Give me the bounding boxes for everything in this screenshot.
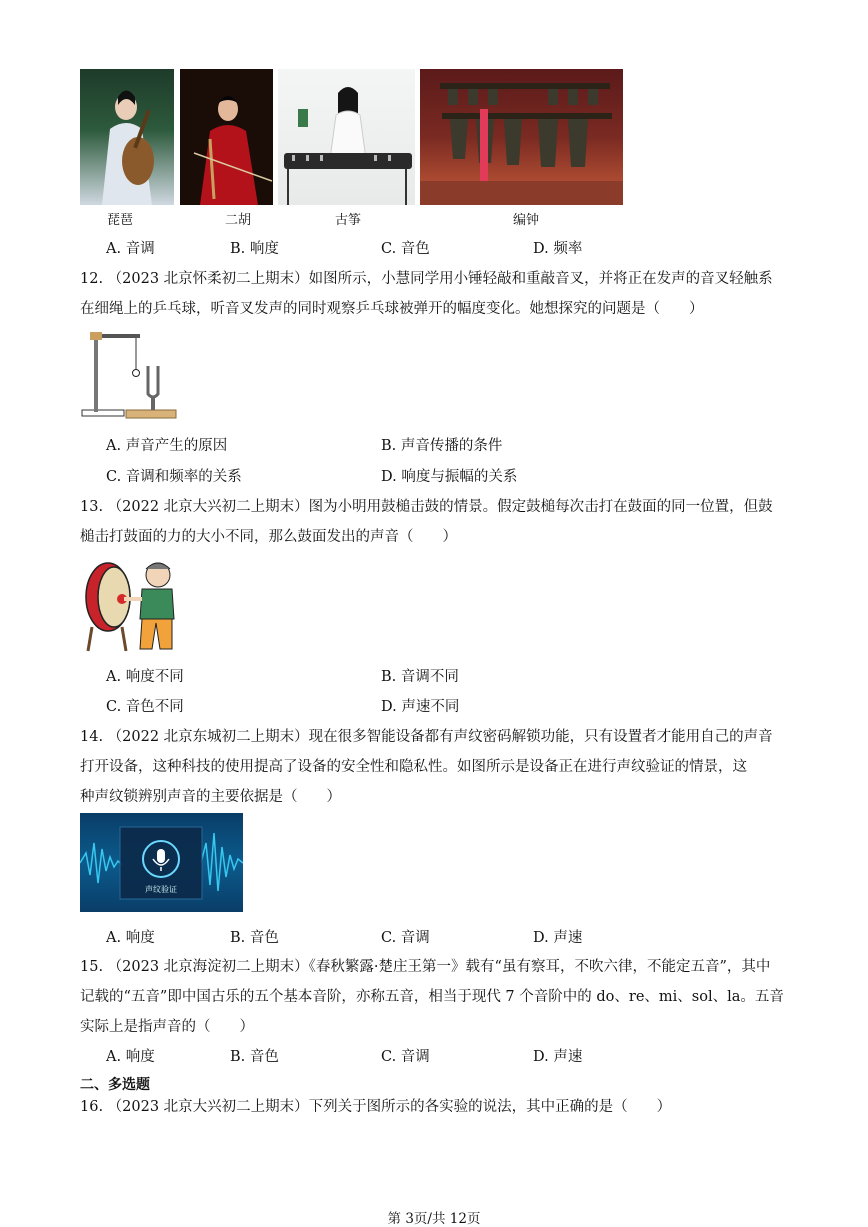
q15-option-c[interactable]: C. 音调 <box>381 1049 430 1065</box>
q12-stem-line2: 在细绳上的乒乓球，听音叉发声的同时观察乒乓球被弹开的幅度变化。她想探究的问题是（ ） <box>80 301 704 317</box>
q15-option-d[interactable]: D. 声速 <box>533 1049 583 1065</box>
q14-option-d[interactable]: D. 声速 <box>533 930 583 946</box>
caption-pipa: 琵琶 <box>106 213 133 228</box>
q15-stem-line1: 15. （2023 北京海淀初二上期末）《春秋繁露·楚庄王第一》载有“虽有察耳，不吹六律，不能定五音”，其中 <box>80 959 771 975</box>
q11-option-c[interactable]: C. 音色 <box>381 241 430 257</box>
q13-option-c[interactable]: C. 音色不同 <box>106 699 184 715</box>
voiceprint-figure <box>80 813 243 912</box>
q15-stem-line3: 实际上是指声音的（ ） <box>80 1019 254 1035</box>
tuning-fork-figure <box>80 326 180 422</box>
pipa-photo <box>80 69 174 205</box>
q11-option-a[interactable]: A. 音调 <box>106 241 155 257</box>
q12-option-a[interactable]: A. 声音产生的原因 <box>106 438 228 454</box>
q13-option-d[interactable]: D. 声速不同 <box>381 699 460 715</box>
section-multiple-choice-heading: 二、多选题 <box>80 1077 150 1093</box>
caption-guzheng: 古筝 <box>334 213 361 228</box>
q14-option-a[interactable]: A. 响度 <box>106 930 155 946</box>
q14-option-c[interactable]: C. 音调 <box>381 930 430 946</box>
q11-option-d[interactable]: D. 频率 <box>533 241 583 257</box>
q13-option-b[interactable]: B. 音调不同 <box>381 669 459 685</box>
q12-stem-line1: 12. （2023 北京怀柔初二上期末）如图所示，小慧同学用小锤轻敲和重敲音叉，并将正在发声的音叉轻触系 <box>80 271 773 287</box>
q13-stem-line1: 13. （2022 北京大兴初二上期末）图为小明用鼓槌击鼓的情景。假定鼓槌每次击打在鼓面的同一位置，但鼓 <box>80 499 773 515</box>
guzheng-photo <box>278 69 415 205</box>
q15-option-b[interactable]: B. 音色 <box>230 1049 279 1065</box>
drum-figure <box>80 553 180 653</box>
q14-stem-line2: 打开设备，这种科技的使用提高了设备的安全性和隐私性。如图所示是设备正在进行声纹验证的情景，这 <box>80 759 747 775</box>
q14-stem-line3: 种声纹锁辨别声音的主要依据是（ ） <box>80 789 341 805</box>
q13-option-a[interactable]: A. 响度不同 <box>106 669 184 685</box>
q11-option-b[interactable]: B. 响度 <box>230 241 279 257</box>
bianzhong-photo <box>420 69 623 205</box>
q14-option-b[interactable]: B. 音色 <box>230 930 279 946</box>
q15-stem-line2: 记载的“五音”即中国古乐的五个基本音阶，亦称五音，相当于现代 7 个音阶中的 do、re、mi、sol、la。五音 <box>80 989 784 1005</box>
q12-option-d[interactable]: D. 响度与振幅的关系 <box>381 469 518 485</box>
erhu-photo <box>180 69 273 205</box>
caption-bianzhong: 编钟 <box>512 213 539 228</box>
q16-stem: 16. （2023 北京大兴初二上期末）下列关于图所示的各实验的说法，其中正确的是（ ） <box>80 1099 672 1115</box>
page-number: 第 3页/共 12页 <box>387 1211 481 1227</box>
voiceprint-screen-label: 声纹验证 <box>145 885 177 894</box>
q13-stem-line2: 槌击打鼓面的力的大小不同，那么鼓面发出的声音（ ） <box>80 529 457 545</box>
q14-stem-line1: 14. （2022 北京东城初二上期末）现在很多智能设备都有声纹密码解锁功能，只有设置者才能用自己的声音 <box>80 729 773 745</box>
q12-option-b[interactable]: B. 声音传播的条件 <box>381 438 503 454</box>
caption-erhu: 二胡 <box>224 213 251 228</box>
q12-option-c[interactable]: C. 音调和频率的关系 <box>106 469 242 485</box>
q15-option-a[interactable]: A. 响度 <box>106 1049 155 1065</box>
